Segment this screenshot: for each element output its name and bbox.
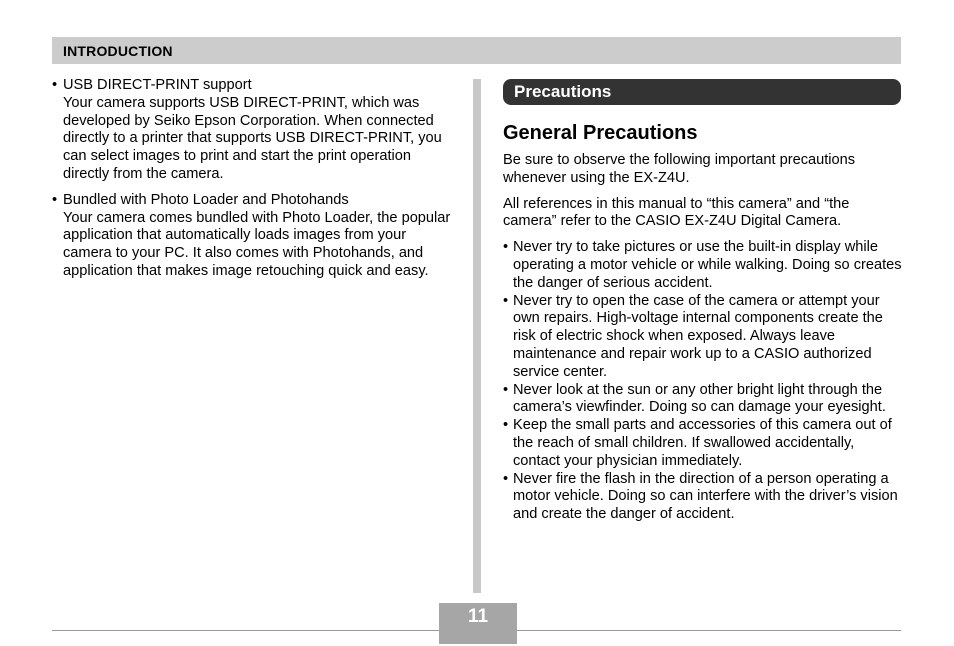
bullet-icon: •	[52, 77, 58, 93]
bullet-icon: •	[503, 381, 509, 398]
column-divider	[473, 79, 481, 593]
page-title: General Precautions	[503, 122, 698, 144]
section-heading-bar	[503, 79, 901, 105]
page-number: 11	[467, 606, 489, 627]
feature-item	[52, 77, 452, 184]
list-item	[503, 239, 903, 292]
list-item	[503, 417, 903, 470]
bullet-icon: •	[503, 239, 509, 256]
bullet-icon: •	[503, 417, 509, 434]
page-number-box	[439, 603, 517, 644]
bullet-icon: •	[503, 292, 509, 309]
left-column	[52, 77, 452, 289]
feature-title: USB DIRECT-PRINT support	[63, 77, 252, 93]
feature-body: Your camera comes bundled with Photo Loader, the popular application that automatically loads images from your camera to your PC. It also comes with Photohands, and application that makes image retouching quick and easy.	[63, 209, 451, 279]
list-item-text: Never try to open the case of the camera or attempt your own repairs. High-voltage internal components create the risk of electric shock when exposed. Always leave maintenance and repair work up to a CASIO authorized service center.	[513, 292, 883, 380]
list-item-text: Never fire the flash in the direction of a person operating a motor vehicle. Doing so can interfere with the driver’s vision and create the danger of accident.	[513, 470, 898, 523]
list-item	[503, 293, 903, 382]
precautions-list	[503, 239, 903, 524]
list-item-text: Never try to take pictures or use the built-in display while operating a motor vehicle or while walking. Doing so creates the danger of serious accident.	[513, 239, 902, 291]
header-bar	[52, 37, 901, 64]
list-item	[503, 382, 903, 418]
list-item	[503, 471, 903, 524]
intro-paragraph: All references in this manual to “this camera” and “the camera” refer to the CASIO EX-Z4U Digital Camera.	[503, 195, 850, 230]
section-label: INTRODUCTION	[63, 43, 173, 59]
intro-paragraph: Be sure to observe the following important precautions whenever using the EX-Z4U.	[503, 152, 856, 186]
section-heading: Precautions	[514, 82, 612, 101]
feature-item	[52, 192, 452, 281]
list-item-text: Never look at the sun or any other bright light through the camera’s viewfinder. Doing so can damage your eyesight.	[513, 381, 886, 416]
feature-body: Your camera supports USB DIRECT-PRINT, which was developed by Seiko Epson Corporation. When connected directly to a printer that supports USB DIRECT-PRINT, you can select images to print and start the print operation directly from the camera.	[63, 94, 442, 182]
right-column	[503, 152, 903, 524]
bullet-icon: •	[52, 191, 58, 208]
list-item-text: Keep the small parts and accessories of this camera out of the reach of small children. If swallowed accidentally, contact your physician immediately.	[513, 417, 892, 469]
bullet-icon: •	[503, 470, 509, 487]
feature-title: Bundled with Photo Loader and Photohands	[63, 191, 349, 208]
